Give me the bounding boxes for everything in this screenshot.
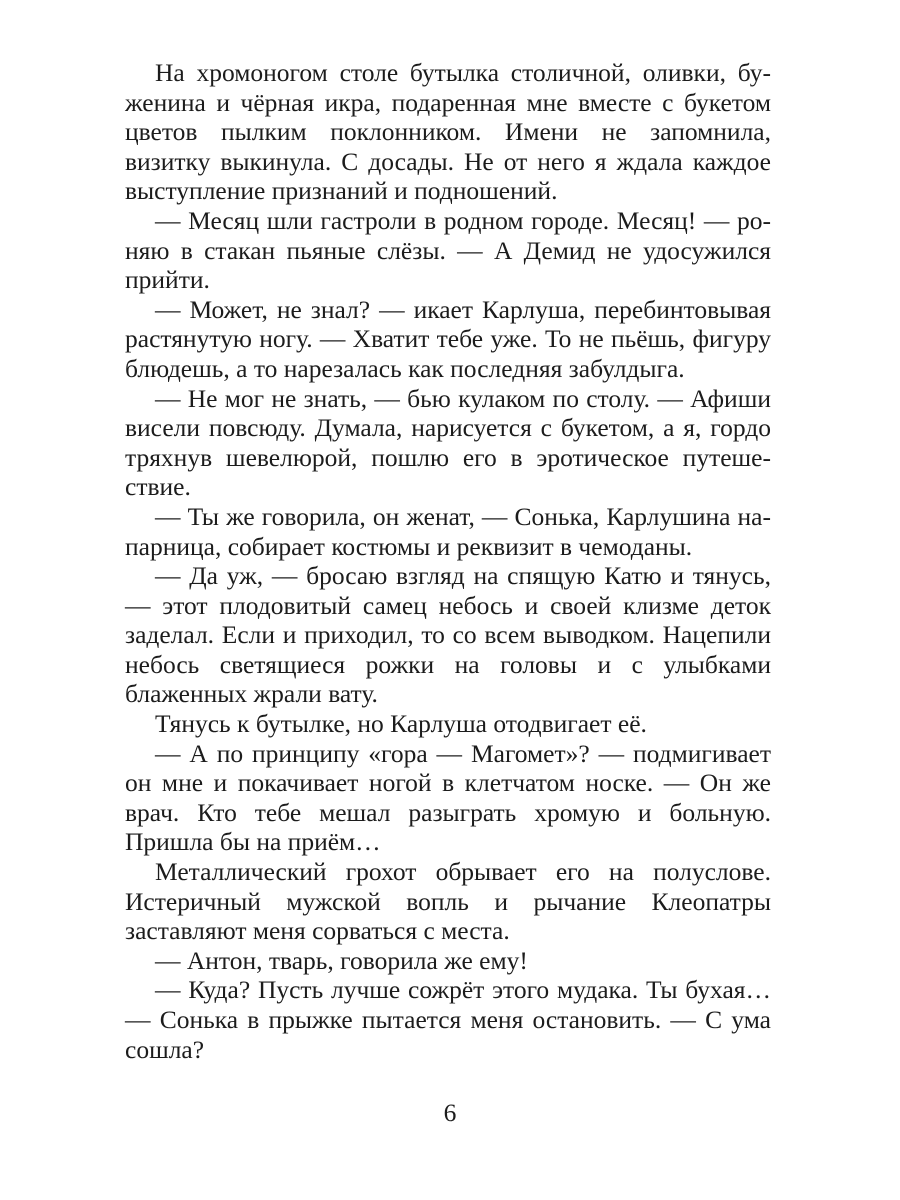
paragraph: — Месяц шли гастроли в родном городе. Месяц! — роняю в стакан пьяные слёзы. — А Демид не удосужился прийти. <box>125 205 771 295</box>
paragraph: — Антон, тварь, говорила же ему! <box>155 945 528 975</box>
page-number: 6 <box>443 1098 457 1127</box>
paragraph: — Куда? Пусть лучше сожрёт этого мудака. Ты бухая… — Сонька в прыжке пытается меня остановить. — С ума сошла? <box>125 975 771 1064</box>
paragraph: — Не мог не знать, — бью кулаком по столу. — Афиши висели повсюду. Думала, нарисуется с букетом, а я, гордо тряхнув шевелюрой, пошлю его в эротическое путешествие. <box>125 383 771 502</box>
paragraph: — Ты же говорила, он женат, — Сонька, Карлушина напарница, собирает костюмы и реквизит в чемоданы. <box>125 501 771 561</box>
paragraph: — Да уж, — бросаю взгляд на спящую Катю и тянусь, — этот плодовитый самец небось и своей клизме деток заделал. Если и приходил, то со всем выводком. Нацепили небось светящиеся рожки на головы и с улыбками блаженных жрали вату. <box>125 561 771 709</box>
paragraph: — Может, не знал? — икает Карлуша, перебинтовывая растянутую ногу. — Хватит тебе уже. То не пьёшь, фигуру блюдешь, а то нарезалась как последняя забулдыга. <box>125 294 771 383</box>
paragraph: — А по принципу «гора — Магомет»? — подмигивает он мне и покачивает ногой в клетчатом носке. — Он же врач. Кто тебе мешал разыграть хромую и больную. Пришла бы на приём… <box>125 738 771 857</box>
paragraph: Тянусь к бутылке, но Карлуша отодвигает её. <box>155 709 647 739</box>
paragraph: Металлический грохот обрывает его на полуслове. Истеричный мужской вопль и рычание Клеопатры заставляют меня сорваться с места. <box>125 857 771 946</box>
page-body-text <box>125 58 771 1064</box>
paragraph: На хромоногом столе бутылка столичной, оливки, буженина и чёрная икра, подаренная мне вместе с букетом цветов пылким поклонником. Имени не запомнила, визитку выкинула. С досады. Не от него я ждала каждое выступление признаний и подношений. <box>125 58 771 206</box>
